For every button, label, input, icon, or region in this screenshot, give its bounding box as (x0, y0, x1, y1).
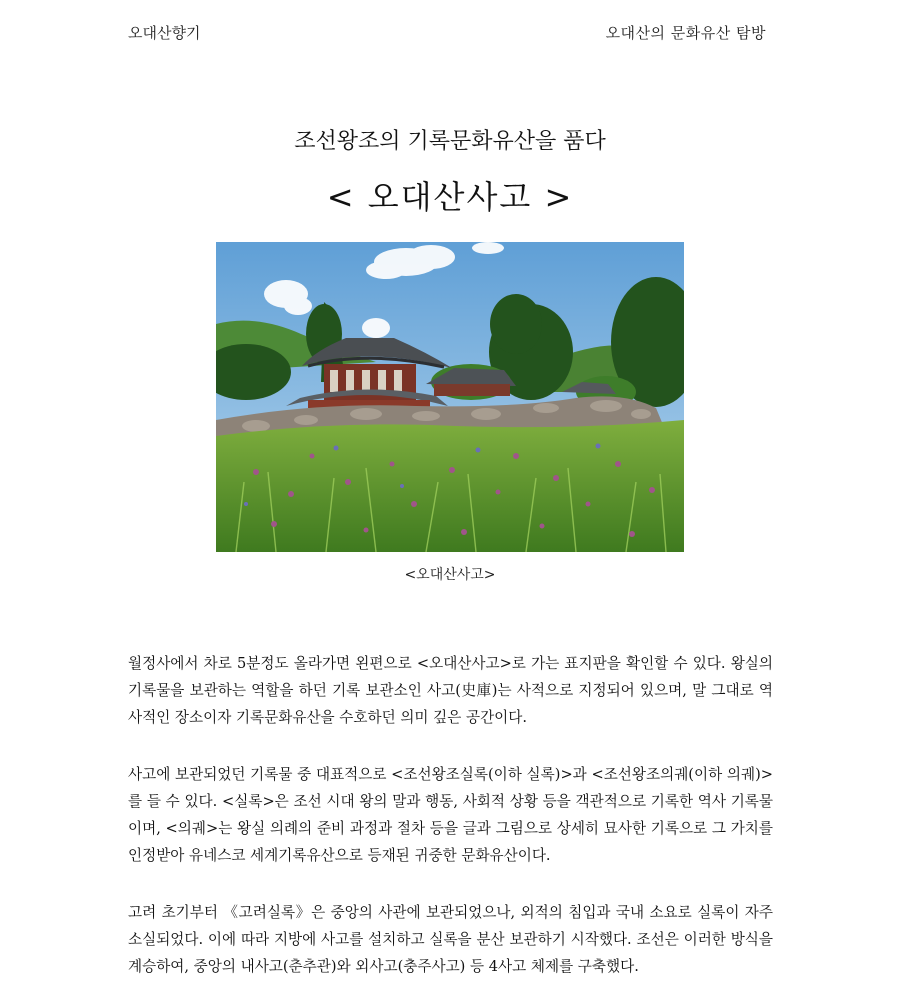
paragraph-text: 사고에 보관되었던 기록물 중 대표적으로 <조선왕조실록(이하 실록)>과 <조선왕조의궤(이하 의궤)>를 들 수 있다. <실록>은 조선 시대 왕의 말과 행동, 사회적 상황 등을 객관적으로 기록한 역사 기록물이며, <의궤>는 왕실 의례의 준비 과정과 절차 등을 글과 그림으로 상세히 묘사한 기록으로 그 가치를 인정받아 유네스코 세계기록유산으로 등재된 귀중한 문화유산이다. (128, 766, 773, 864)
paragraph-text: 고려 초기부터 《고려실록》은 중앙의 사관에 보관되었으나, 외적의 침입과 국내 소요로 실록이 자주 소실되었다. 이에 따라 지방에 사고를 설치하고 실록을 분산 보관하기 시작했다. 조선은 이러한 방식을 계승하여, 중앙의 내사고(춘추관)와 외사고(충주사고) 등 4사고 체제를 구축했다. (128, 904, 773, 975)
odaesan-sago-photo (216, 242, 684, 552)
paragraph-text: 월정사에서 차로 5분정도 올라가면 왼편으로 <오대산사고>로 가는 표지판을 확인할 수 있다. 왕실의 기록물을 보관하는 역할을 하던 기록 보관소인 사고(史庫)는 사적으로 지정되어 있으며, 말 그대로 역사적인 장소이자 기록문화유산을 수호하던 의미 깊은 공간이다. (128, 655, 773, 726)
article-title: < 오대산사고 > (326, 178, 574, 216)
paragraph-3 (128, 899, 773, 980)
header-left-title: 오대산향기 (128, 24, 201, 42)
paragraph-1 (128, 650, 773, 731)
article-subtitle: 조선왕조의 기록문화유산을 품다 (294, 129, 606, 154)
photo-caption: <오대산사고> (404, 567, 496, 583)
paragraph-2 (128, 761, 773, 869)
header-right-title: 오대산의 문화유산 탐방 (605, 24, 766, 42)
